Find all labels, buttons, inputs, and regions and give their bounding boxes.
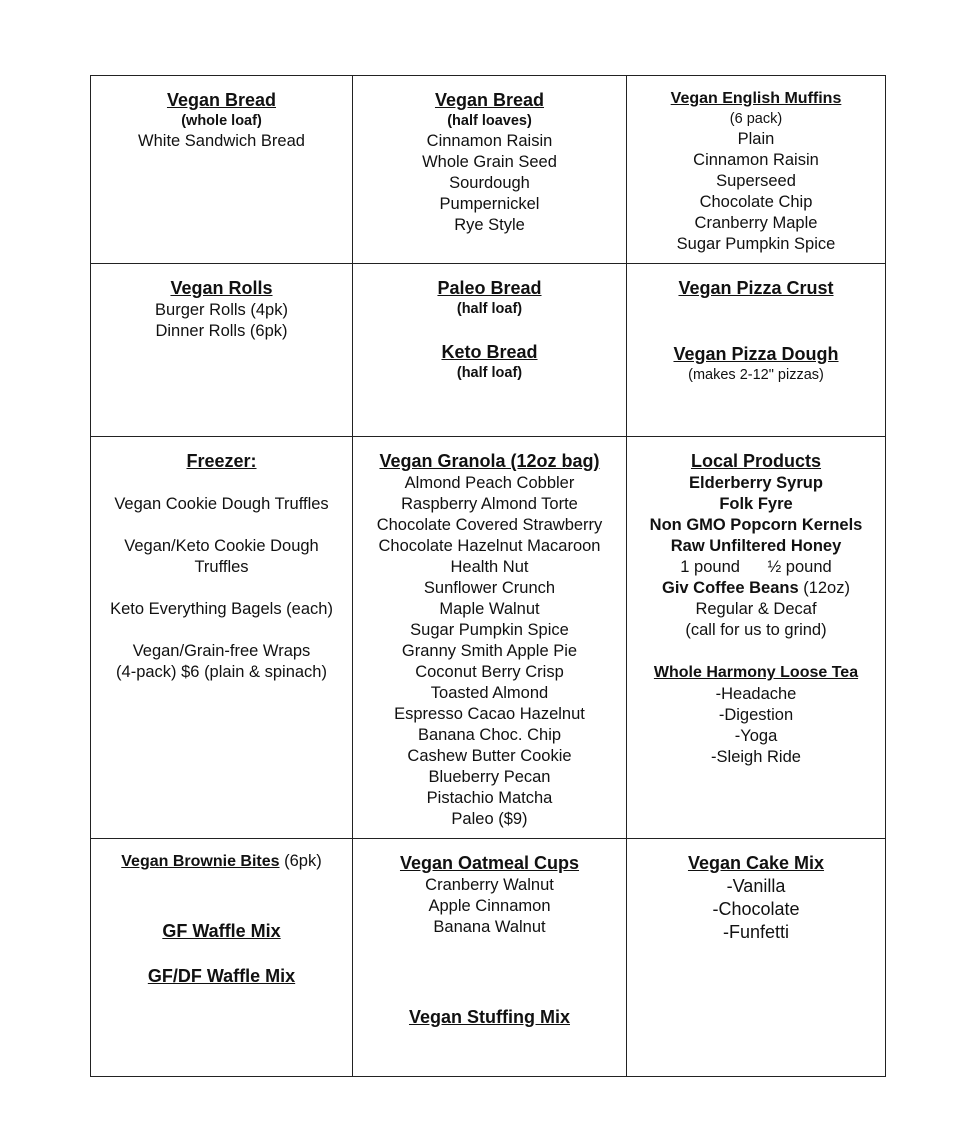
list-item: Superseed [716,172,796,190]
brownie-size: (6pk) [279,852,322,870]
gfdf-waffle-heading: GF/DF Waffle Mix [147,966,296,986]
spacer [631,321,881,342]
list-item: Cranberry Maple [694,214,818,232]
list-item: Paleo ($9) [451,810,528,828]
list-item: Cinnamon Raisin [426,132,553,150]
list-item: Blueberry Pecan [428,768,551,786]
product-menu-table [90,75,886,1077]
list-item: (call for us to grind) [685,621,827,639]
list-item: Burger Rolls (4pk) [155,301,288,319]
heading: Local Products [690,451,822,471]
table-row [91,839,886,1077]
list-item: Regular & Decaf [695,600,817,618]
cell-vegan-pizza [627,264,886,437]
list-item: Vegan Cookie Dough Truffles [114,495,329,513]
spacer [95,943,348,964]
table-row [91,437,886,839]
heading: Vegan Bread [166,90,277,110]
cell-vegan-english-muffins [627,76,886,264]
list-item: -Chocolate [712,899,800,919]
list-item: White Sandwich Bread [138,132,305,150]
spacer [631,300,881,321]
list-item: (4-pack) $6 (plain & spinach) [116,663,327,681]
list-item: -Yoga [734,727,778,745]
list-item: Truffles [194,558,249,576]
list-item: -Sleigh Ride [711,748,801,766]
paleo-subheading: (half loaf) [456,301,523,317]
list-item: Whole Grain Seed [422,153,557,171]
list-item: Cinnamon Raisin [693,151,819,169]
list-item: -Headache [715,685,797,703]
list-item: Vegan/Keto Cookie Dough [124,537,319,555]
list-item: Maple Walnut [439,600,540,618]
list-item: Chocolate Hazelnut Macaroon [378,537,601,555]
list-item: -Vanilla [726,876,786,896]
list-item: Sugar Pumpkin Spice [676,235,836,253]
list-item: Health Nut [450,558,529,576]
cell-paleo-keto-bread [353,264,627,437]
coffee-name: Giv Coffee Beans [662,579,799,597]
spacer [95,473,348,494]
gf-waffle-heading: GF Waffle Mix [162,921,281,941]
list-item: Vegan/Grain-free Wraps [132,642,311,660]
heading: Vegan Oatmeal Cups [399,853,580,873]
heading: Vegan English Muffins [670,90,842,107]
cell-vegan-bread-whole [91,76,353,264]
list-item: Toasted Almond [430,684,549,702]
heading: Vegan Granola (12oz bag) [379,451,600,471]
spacer [95,620,348,641]
cell-freezer [91,437,353,839]
list-item: Sugar Pumpkin Spice [410,621,569,639]
list-item: Apple Cinnamon [428,897,551,915]
list-item: Raspberry Almond Torte [401,495,578,513]
keto-heading: Keto Bread [441,342,538,362]
heading: Vegan Bread [434,90,545,110]
list-item: Pistachio Matcha [426,789,553,807]
keto-subheading: (half loaf) [456,365,523,381]
cell-oatmeal-stuffing [353,839,627,1077]
table-row [91,76,886,264]
list-item: Banana Walnut [433,918,546,936]
list-item: Dinner Rolls (6pk) [155,322,288,340]
cell-vegan-granola [353,437,627,839]
list-item: Plain [737,130,775,148]
list-item: Elderberry Syrup [689,474,823,492]
list-item [631,578,881,599]
pizza-dough-heading: Vegan Pizza Dough [673,344,839,364]
cell-brownie-waffle [91,839,353,1077]
heading: Freezer: [186,451,257,471]
list-item: Espresso Cacao Hazelnut [394,705,585,723]
list-item [95,851,348,873]
list-item: Cranberry Walnut [425,876,554,894]
list-item: Rye Style [454,216,525,234]
list-item: Non GMO Popcorn Kernels [649,516,863,534]
table-row [91,264,886,437]
paleo-heading: Paleo Bread [437,278,542,298]
stuffing-heading: Vegan Stuffing Mix [408,1007,570,1027]
spacer [631,641,881,662]
list-item: Granny Smith Apple Pie [401,642,578,660]
spacer [357,319,622,340]
list-item: Pumpernickel [439,195,540,213]
list-item: Folk Fyre [719,495,793,513]
subheading: (whole loaf) [181,113,262,129]
list-item: Coconut Berry Crisp [415,663,564,681]
tea-heading: Whole Harmony Loose Tea [653,664,859,681]
spacer [357,938,622,984]
list-item: Chocolate Covered Strawberry [376,516,603,534]
subheading: (6 pack) [729,111,783,127]
cell-vegan-rolls [91,264,353,437]
pizza-crust-heading: Vegan Pizza Crust [678,278,834,298]
list-item: Banana Choc. Chip [417,726,562,744]
honey-sizes: 1 pound ½ pound [680,558,832,576]
list-item: -Funfetti [722,922,790,942]
list-item: Keto Everything Bagels (each) [110,600,333,618]
list-item: Raw Unfiltered Honey [670,537,842,555]
brownie-heading: Vegan Brownie Bites [121,853,280,870]
spacer [95,515,348,536]
list-item: Sourdough [449,174,530,192]
list-item: -Digestion [718,706,794,724]
cell-vegan-cake-mix [627,839,886,1077]
spacer [95,873,348,919]
coffee-size: (12oz) [798,579,850,597]
list-item: Almond Peach Cobbler [404,474,575,492]
pizza-dough-subheading: (makes 2-12" pizzas) [688,367,824,383]
list-item: Chocolate Chip [699,193,813,211]
cell-vegan-bread-half [353,76,627,264]
list-item: Sunflower Crunch [423,579,556,597]
spacer [95,578,348,599]
subheading: (half loaves) [447,113,532,129]
heading: Vegan Rolls [170,278,273,298]
heading: Vegan Cake Mix [687,853,825,873]
spacer [357,984,622,1005]
cell-local-products [627,437,886,839]
list-item: Cashew Butter Cookie [407,747,572,765]
